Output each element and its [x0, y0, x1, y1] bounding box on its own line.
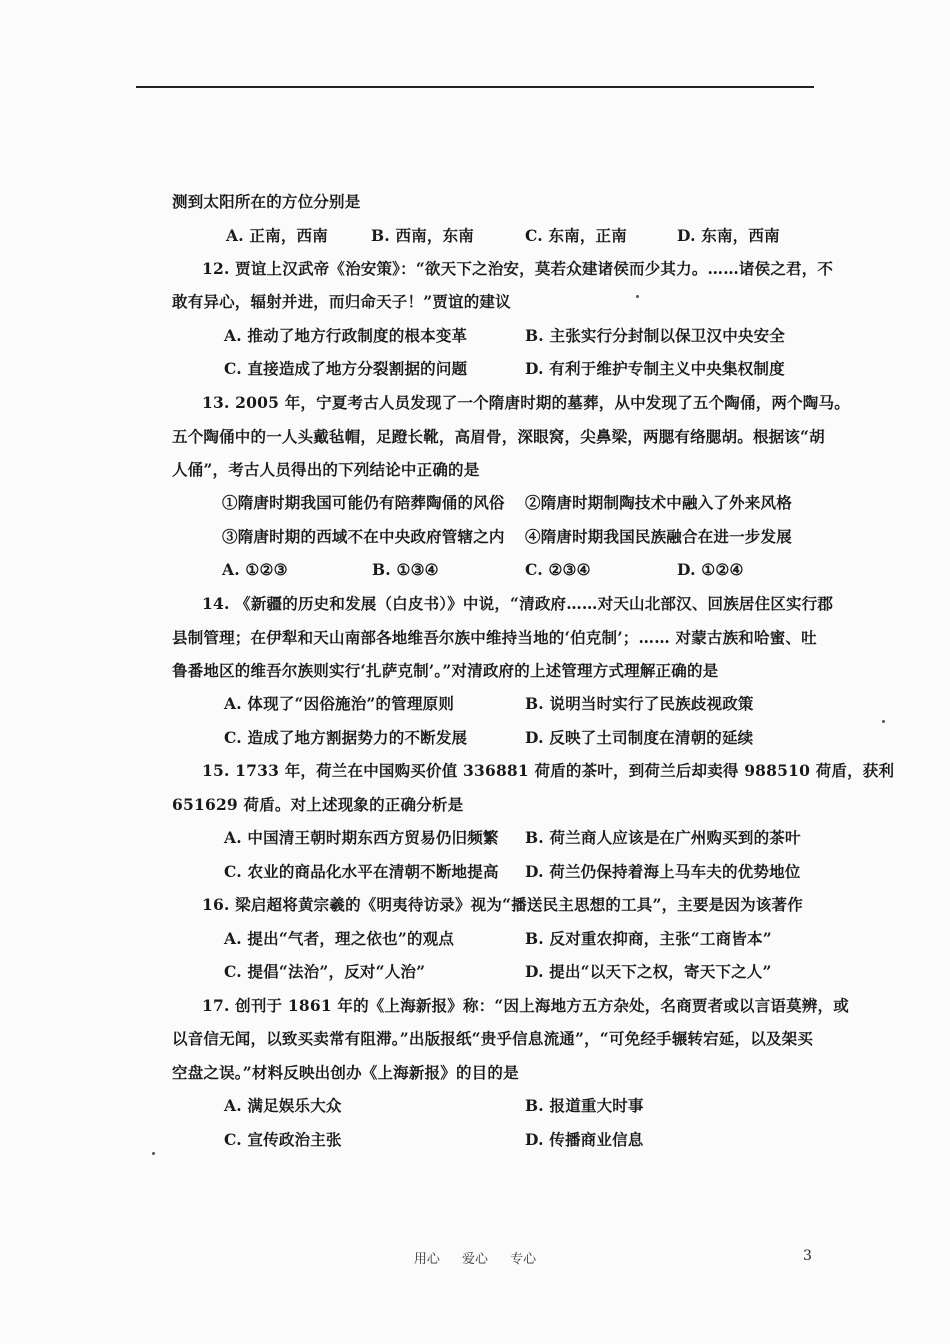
- question-17-line-3: 空盘之误。”材料反映出创办《上海新报》的目的是: [172, 1063, 519, 1082]
- q15-option-c: C. 农业的商品化水平在清朝不断地提高: [224, 862, 499, 881]
- question-14-line-1: 14. 《新疆的历史和发展（白皮书）》中说，“清政府……对天山北部汉、回族居住区实行郡: [202, 594, 834, 613]
- q11-option-b: B. 西南，东南: [371, 226, 474, 245]
- q12-option-d: D. 有利于维护专制主义中央集权制度: [525, 359, 785, 378]
- q16-option-d: D. 提出“以天下之权，寄天下之人”: [525, 962, 772, 981]
- q16-option-b: B. 反对重农抑商，主张“工商皆本”: [525, 929, 772, 948]
- question-16-line-1: 16. 梁启超将黄宗羲的《明夷待访录》视为“播送民主思想的工具”，主要是因为该著作: [202, 895, 803, 914]
- question-13-line-3: 人俑”，考古人员得出的下列结论中正确的是: [172, 460, 480, 479]
- q15-option-b: B. 荷兰商人应该是在广州购买到的茶叶: [525, 828, 801, 847]
- q11-option-a: A. 正南，西南: [226, 226, 328, 245]
- q16-option-c: C. 提倡“法治”，反对“人治”: [224, 962, 426, 981]
- q16-option-a: A. 提出“气者，理之依也”的观点: [224, 929, 455, 948]
- q15-option-a: A. 中国清王朝时期东西方贸易仍旧频繁: [224, 828, 499, 847]
- question-13-line-1: 13. 2005 年，宁夏考古人员发现了一个隋唐时期的墓葬，从中发现了五个陶俑，两个陶马。: [202, 393, 850, 412]
- q13-statement-1: ①隋唐时期我国可能仍有陪葬陶俑的风俗: [222, 493, 505, 512]
- q13-option-d: D. ①②④: [677, 560, 744, 579]
- q12-option-a: A. 推动了地方行政制度的根本变革: [224, 326, 468, 345]
- question-14-line-3: 鲁番地区的维吾尔族则实行‘扎萨克制’。”对清政府的上述管理方式理解正确的是: [172, 661, 719, 680]
- q14-option-a: A. 体现了“因俗施治”的管理原则: [224, 694, 455, 713]
- q14-option-d: D. 反映了土司制度在清朝的延续: [525, 728, 754, 747]
- question-12-line-2: 敢有异心，辐射并进，而归命天子！”贾谊的建议: [172, 292, 511, 311]
- q13-statement-2: ②隋唐时期制陶技术中融入了外来风格: [525, 493, 792, 512]
- scan-speck: [636, 295, 639, 298]
- q13-statement-4: ④隋唐时期我国民族融合在进一步发展: [525, 527, 792, 546]
- page-number: 3: [803, 1248, 812, 1264]
- q13-option-c: C. ②③④: [525, 560, 591, 579]
- q17-option-d: D. 传播商业信息: [525, 1130, 644, 1149]
- q13-statement-3: ③隋唐时期的西域不在中央政府管辖之内: [222, 527, 505, 546]
- q15-option-d: D. 荷兰仍保持着海上马车夫的优势地位: [525, 862, 801, 881]
- footer-motto: 用心 爱心 专心: [413, 1252, 537, 1267]
- question-13-line-2: 五个陶俑中的一人头戴毡帽，足蹬长靴，高眉骨，深眼窝，尖鼻梁，两腮有络腮胡。根据该“胡: [172, 427, 825, 446]
- q13-option-a: A. ①②③: [222, 560, 288, 579]
- q12-option-b: B. 主张实行分封制以保卫汉中央安全: [525, 326, 785, 345]
- question-12-line-1: 12. 贾谊上汉武帝《治安策》：“欲天下之治安，莫若众建诸侯而少其力。……诸侯之君，不: [202, 259, 834, 278]
- header-rule: [136, 86, 814, 88]
- q12-option-c: C. 直接造成了地方分裂割据的问题: [224, 359, 468, 378]
- q13-option-b: B. ①③④: [372, 560, 439, 579]
- q17-option-c: C. 宣传政治主张: [224, 1130, 342, 1149]
- question-17-line-1: 17. 创刊于 1861 年的《上海新报》称：“因上海地方五方杂处，名商贾者或以言语莫辨，或: [202, 996, 849, 1015]
- q17-option-a: A. 满足娱乐大众: [224, 1096, 342, 1115]
- question-17-line-2: 以音信无闻，以致买卖常有阻滞。”出版报纸“贵乎信息流通”，“可免经手辗转宕延，以及架买: [172, 1029, 814, 1048]
- question-11-continuation: 测到太阳所在的方位分别是: [172, 192, 361, 211]
- question-14-line-2: 县制管理；在伊犁和天山南部各地维吾尔族中维持当地的‘伯克制’；…… 对蒙古族和哈蜜、吐: [172, 628, 817, 647]
- q11-option-c: C. 东南，正南: [525, 226, 627, 245]
- q14-option-c: C. 造成了地方割据势力的不断发展: [224, 728, 468, 747]
- question-15-line-1: 15. 1733 年，荷兰在中国购买价值 336881 荷盾的茶叶，到荷兰后却卖得 988510 荷盾，获利: [202, 761, 895, 780]
- q11-option-d: D. 东南，西南: [677, 226, 780, 245]
- scan-speck: [152, 1152, 155, 1155]
- q17-option-b: B. 报道重大时事: [525, 1096, 644, 1115]
- question-15-line-2: 651629 荷盾。对上述现象的正确分析是: [172, 795, 464, 814]
- q14-option-b: B. 说明当时实行了民族歧视政策: [525, 694, 754, 713]
- scan-speck: [882, 720, 885, 723]
